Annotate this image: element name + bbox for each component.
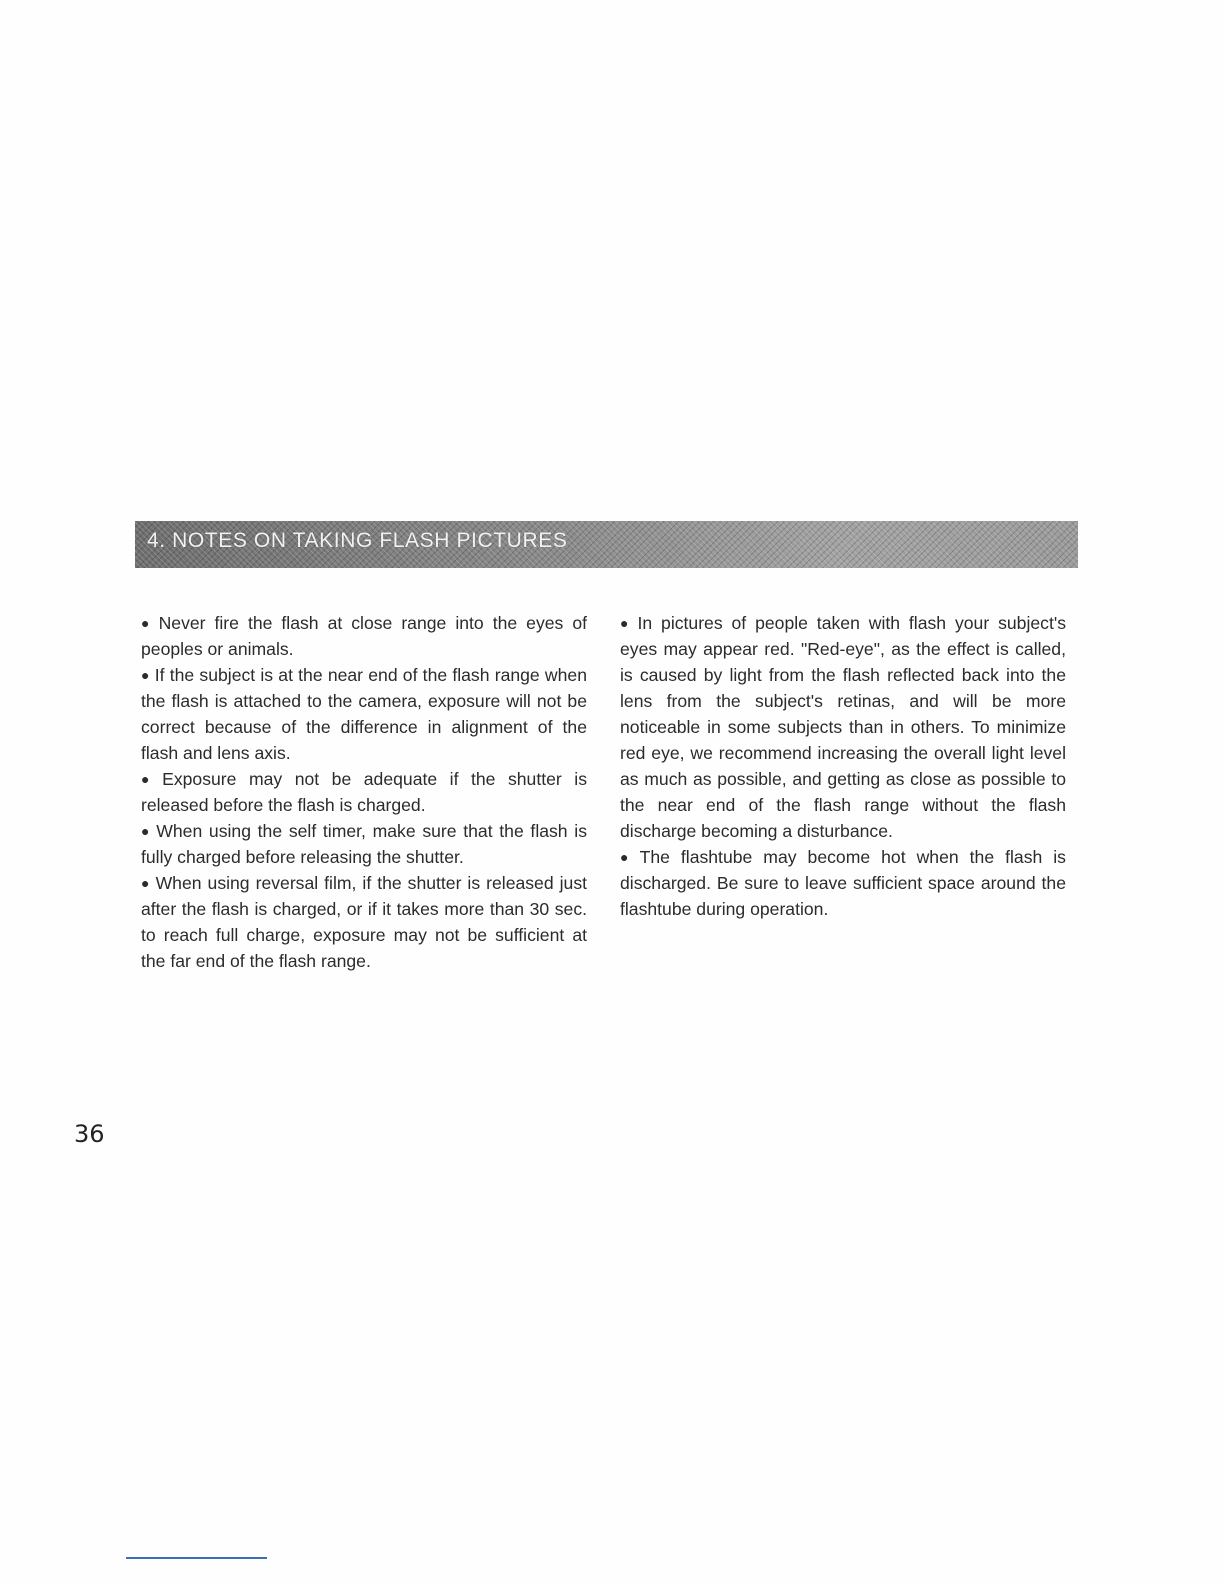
note-item [141, 818, 587, 870]
bullet-icon: ● [141, 875, 151, 891]
note-text: In pictures of people taken with flash your subject's eyes may appear red. "Red-eye", as the effect is called, is caused by light from the flash reflected back into the lens from the subject's retinas, and will be more noticeable in some subjects than in others. To minimize red eye, we recommend increasing the overall light level as much as possible, and getting as close as possible to the near end of the flash range without the flash discharge becoming a disturbance. [620, 613, 1066, 841]
bullet-icon: ● [141, 771, 158, 787]
note-text: When using reversal film, if the shutter is released just after the flash is charged, or if it takes more than 30 sec. to reach full charge, exposure may not be sufficient at the far end of the flash range. [141, 873, 587, 971]
section-header-band [135, 521, 1078, 568]
section-title: 4. NOTES ON TAKING FLASH PICTURES [147, 529, 568, 552]
page-number: 36 [74, 1120, 105, 1148]
note-item [141, 870, 587, 974]
note-item [141, 610, 587, 662]
bullet-icon: ● [141, 667, 150, 683]
bottom-divider [126, 1557, 267, 1559]
bullet-icon: ● [141, 615, 154, 631]
note-item [141, 662, 587, 766]
note-text: When using the self timer, make sure that the flash is fully charged before releasing the shutter. [141, 821, 587, 867]
bullet-icon: ● [620, 615, 633, 631]
note-item [141, 766, 587, 818]
note-item [620, 844, 1066, 922]
note-text: Never fire the flash at close range into the eyes of peoples or animals. [141, 613, 587, 659]
bullet-icon: ● [141, 823, 152, 839]
note-text: If the subject is at the near end of the flash range when the flash is attached to the camera, exposure will not be correct because of the difference in alignment of the flash and lens axis. [141, 665, 587, 763]
bullet-icon: ● [620, 849, 635, 865]
note-text: Exposure may not be adequate if the shutter is released before the flash is charged. [141, 769, 587, 815]
right-column [620, 610, 1066, 922]
left-column [141, 610, 587, 974]
note-item [620, 610, 1066, 844]
note-text: The flashtube may become hot when the flash is discharged. Be sure to leave sufficient space around the flashtube during operation. [620, 847, 1066, 919]
